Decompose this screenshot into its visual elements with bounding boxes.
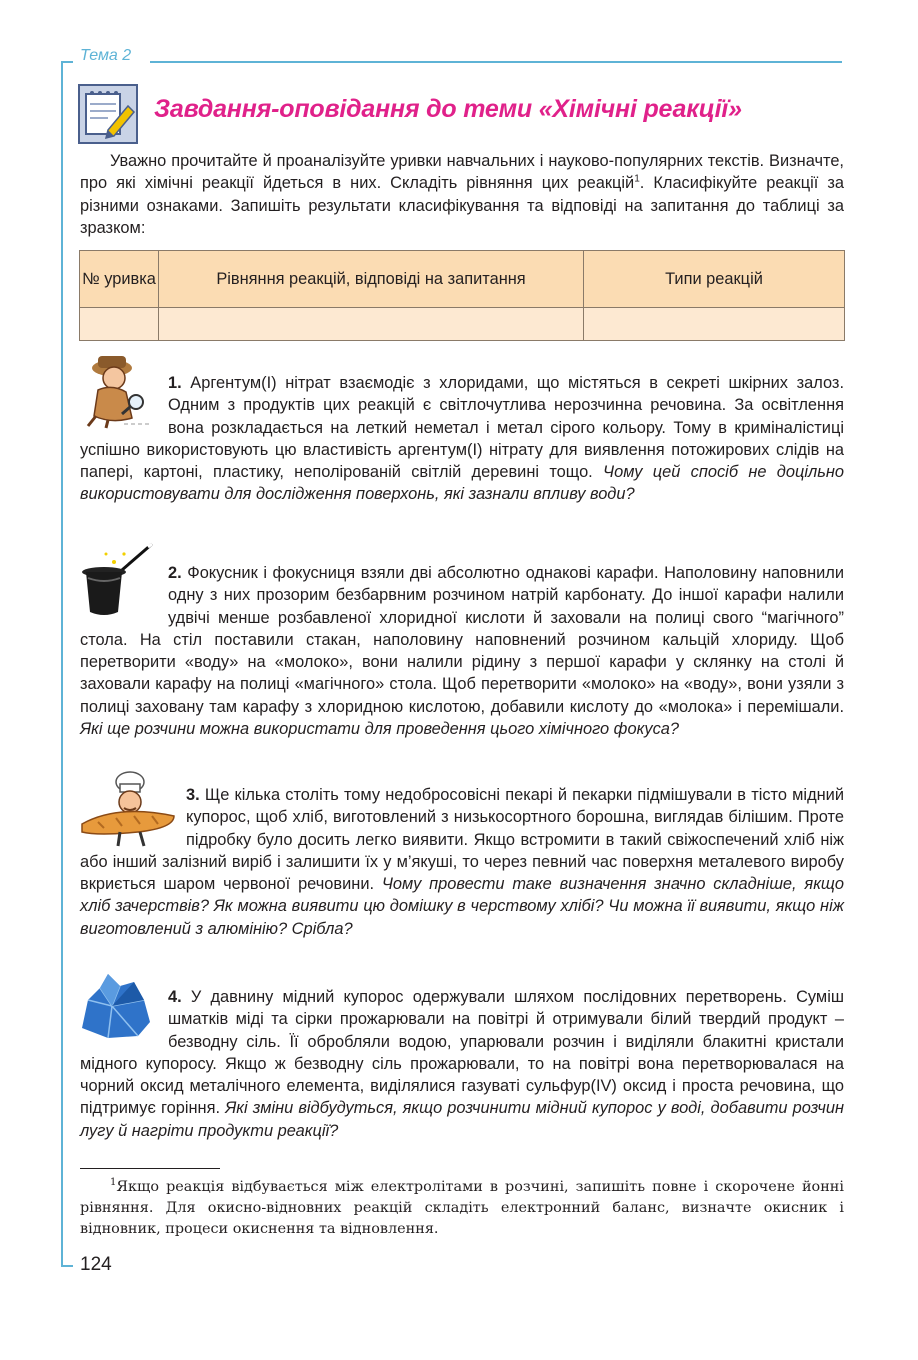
task-question: Які ще розчини можна використати для проведення цього хімічного фокуса? [80, 720, 680, 739]
table-header-cell: Типи реакцій [584, 251, 845, 308]
answer-template-table [79, 250, 845, 341]
intro-footnote-ref: 1 [634, 173, 640, 185]
task-2 [80, 562, 844, 740]
task-question: Чому провести таке визначення значно складніше, якщо хліб зачерствів? Як можна виявити цю домішку в черствому хлібі? Чи можна її виявити, якщо ніж виготовлений з алюмінію? Срібла? [80, 875, 844, 938]
footnote-marker: 1 [110, 1177, 117, 1189]
intro-text-after: . Класифікуйте реакції за різними ознаками. Запишіть результати класифікування та відповіді на запитання до таблиці за зразком: [80, 174, 844, 237]
intro-text-before: Уважно прочитайте й проаналізуйте уривки навчальних і науково-популярних текстів. Визначте, про які хімічні реакції йдеться в них. Складіть рівняння цих реакцій [80, 152, 844, 193]
task-3 [80, 784, 844, 940]
intro-paragraph [80, 150, 844, 239]
task-4 [80, 986, 844, 1142]
frame-top-line [150, 61, 842, 63]
task-number: 2. [168, 564, 182, 582]
task-number: 1. [168, 374, 182, 392]
task-text: Аргентум(І) нітрат взаємодіє з хлоридами, що містяться в секреті шкірних залоз. Одним з продуктів цих реакцій є світлочутлива нерозчинна речовина. За освітлення вона розкладається на леткий неметал і метал сірого кольору. Тому в криміналістиці успішно використовують цю властивість аргентум(І) нітрату для виявлення потожирових слідів на папері, картоні, пластику, неполірованій світлій деревині тощо. [80, 374, 844, 482]
table-cell [80, 308, 159, 341]
table-header-cell: № уривка [80, 251, 159, 308]
theme-label: Тема 2 [80, 47, 132, 64]
frame-left-line [61, 62, 63, 1267]
notebook-pencil-icon [78, 84, 138, 144]
task-number: 4. [168, 988, 182, 1006]
task-1 [80, 372, 844, 506]
table-row [80, 308, 845, 341]
task-text: Ще кілька століть тому недобросовісні пекарі й пекарки підмішували в тісто мідний купорос, щоб хліб, виготовлений з низькосортного борошна, виглядав білішим. Проте підробку було досить легко виявити. Якщо встромити в такий свіжоспечений хліб ніж або інший залізний виріб і залишити їх у м’якуші, то через певний час поверхня металевого виробу вкриється шаром червоної речовини. [80, 786, 844, 894]
task-text: У давнину мідний купорос одержували шляхом послідовних перетворень. Суміш шматків міді та сірки прожарювали на повітрі й отримували білий твердий продукт – безводну сіль. Її обробляли водою, упарювали розчин і виділяли блакитні кристали мідного купоросу. Якщо ж безводну сіль прожарювали, то на повітрі вона перетворювалася на чорний оксид металічного елемента, виділялися газуваті сульфур(IV) оксид і проста речовина, що підтримує горіння. [80, 988, 844, 1118]
table-cell [159, 308, 584, 341]
footnote [80, 1177, 844, 1240]
page-title: Завдання-оповідання до теми «Хімічні реакції» [154, 95, 742, 123]
frame-bottom-tick [61, 1265, 73, 1267]
task-question: Чому цей спосіб не доцільно використовувати для дослідження поверхонь, які зазнали впливу води? [80, 463, 844, 504]
frame-top-tick [61, 61, 73, 63]
table-cell [584, 308, 845, 341]
task-question: Які зміни відбудуться, якщо розчинити мідний купорос у воді, добавити розчин лугу й нагріти продукти реакції? [80, 1099, 844, 1140]
task-number: 3. [186, 786, 200, 804]
task-text: Фокусник і фокусниця взяли дві абсолютно однакові карафи. Наполовину наповнили одну з них прозорим безбарвним розчином натрій карбонату. До іншої карафи налили удвічі менше розбавленої хлоридної кислоти й заховали на полиці свого “магічного” стола. На стіл поставили стакан, наполовину наповнений розчином кальцій хлориду. Щоб перетворити «воду» на «молоко», вони налили рідину з першої карафи у склянку на столі й заховали карафу на полиці «магічного» стола. Щоб перетворити «молоко» на «воду», вони узяли з полиці заховану там карафу з хлоридною кислотою, добавили кислоту до «молока» і перемішали. [80, 564, 844, 716]
footnote-text: Якщо реакція відбувається між електролітами в розчині, запишіть повне і скорочене йонні рівняння. Для окисно-відновних реакцій складіть електронний баланс, визначте окисник і відновник, процеси окиснення та відновлення. [80, 1179, 844, 1237]
table-header-row [80, 251, 845, 308]
page-number: 124 [80, 1254, 112, 1275]
table-header-cell: Рівняння реакцій, відповіді на запитання [159, 251, 584, 308]
footnote-rule [80, 1168, 220, 1169]
